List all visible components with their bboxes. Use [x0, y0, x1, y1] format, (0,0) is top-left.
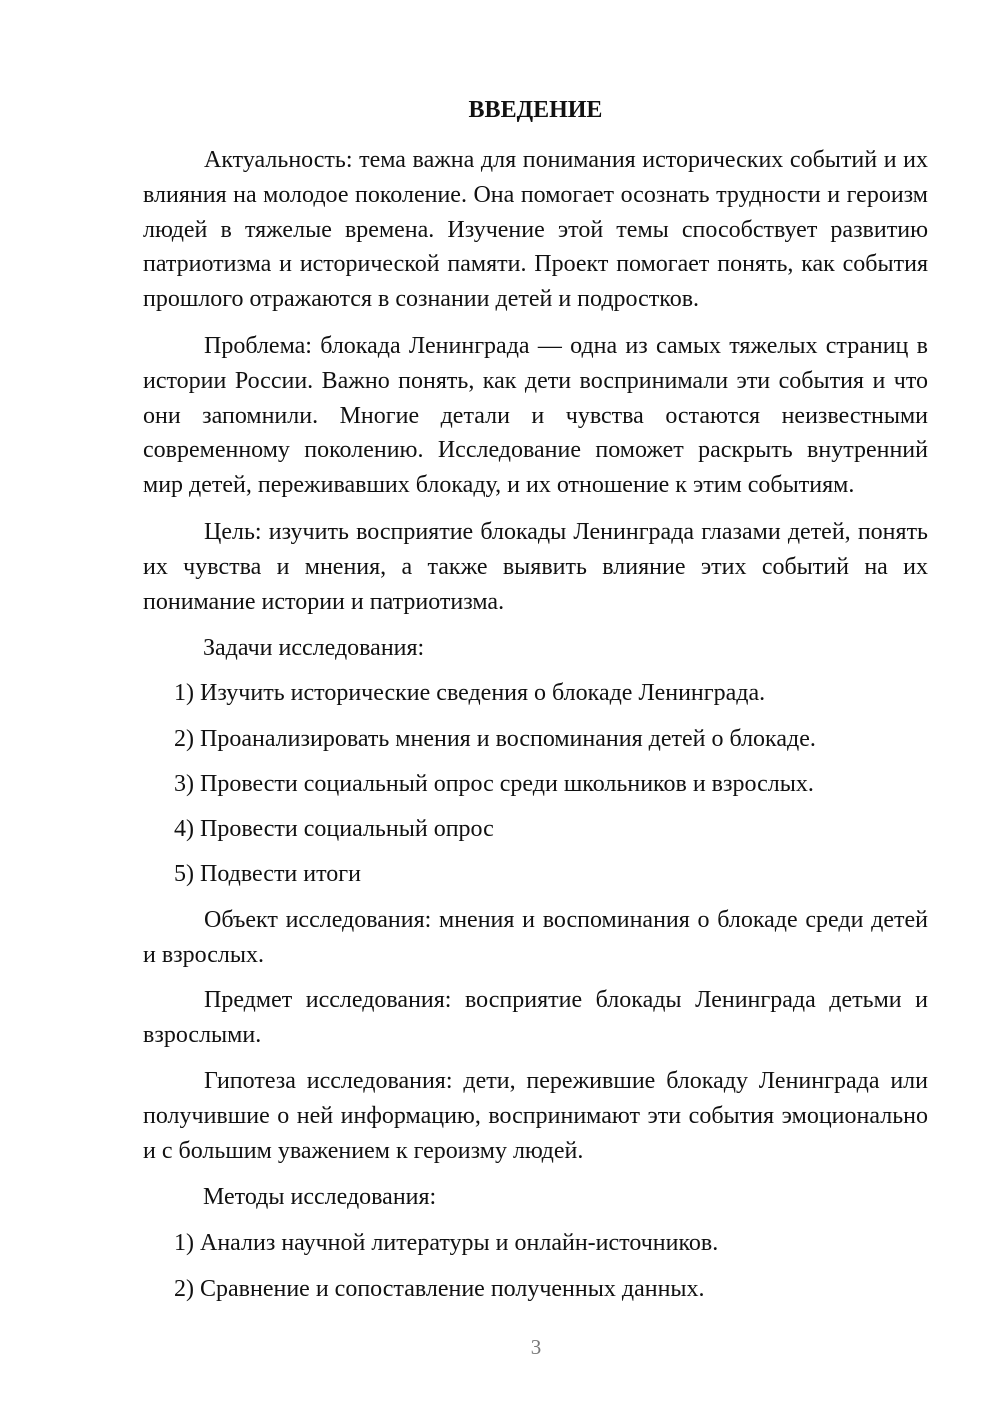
list-item: 4) Провести социальный опрос: [174, 816, 494, 842]
paragraph-problem: Проблема: блокада Ленинграда — одна из самых тяжелых страниц в истории России. Важно понять, как дети воспринимали эти события и что они запомнили. Многие детали и чувства остаются неизвестными современному поколению. Исследование поможет раскрыть внутренний мир детей, переживавших блокаду, и их отношение к этим событиям.: [143, 333, 928, 499]
list-item: 1) Анализ научной литературы и онлайн-источников.: [174, 1230, 719, 1256]
paragraph-goal: Цель: изучить восприятие блокады Ленинграда глазами детей, понять их чувства и мнения, а также выявить влияние этих событий на их понимание истории и патриотизма.: [143, 519, 928, 615]
page-number: 3: [530, 1335, 542, 1359]
list-item: 5) Подвести итоги: [174, 861, 361, 887]
paragraph-relevance: Актуальность: тема важна для понимания исторических событий и их влияния на молодое поколение. Она помогает осознать трудности и героизм людей в тяжелые времена. Изучение этой темы способствует развитию патриотизма и исторической памяти. Проект помогает понять, как события прошлого отражаются в сознании детей и подростков.: [143, 147, 928, 313]
list-item: 1) Изучить исторические сведения о блокаде Ленинграда.: [174, 680, 766, 706]
page-title: ВВЕДЕНИЕ: [468, 97, 603, 123]
list-item: 2) Сравнение и сопоставление полученных данных.: [174, 1276, 705, 1302]
paragraph-object: Объект исследования: мнения и воспоминания о блокаде среди детей и взрослых.: [143, 907, 928, 968]
paragraph-hypothesis: Гипотеза исследования: дети, пережившие блокаду Ленинграда или получившие о ней информацию, воспринимают эти события эмоционально и с большим уважением к героизму людей.: [143, 1068, 928, 1164]
list-item: 2) Проанализировать мнения и воспоминания детей о блокаде.: [174, 726, 816, 752]
tasks-heading: Задачи исследования:: [203, 635, 425, 661]
paragraph-subject: Предмет исследования: восприятие блокады Ленинграда детьми и взрослыми.: [143, 987, 928, 1048]
methods-heading: Методы исследования:: [203, 1184, 437, 1210]
list-item: 3) Провести социальный опрос среди школьников и взрослых.: [174, 771, 814, 797]
